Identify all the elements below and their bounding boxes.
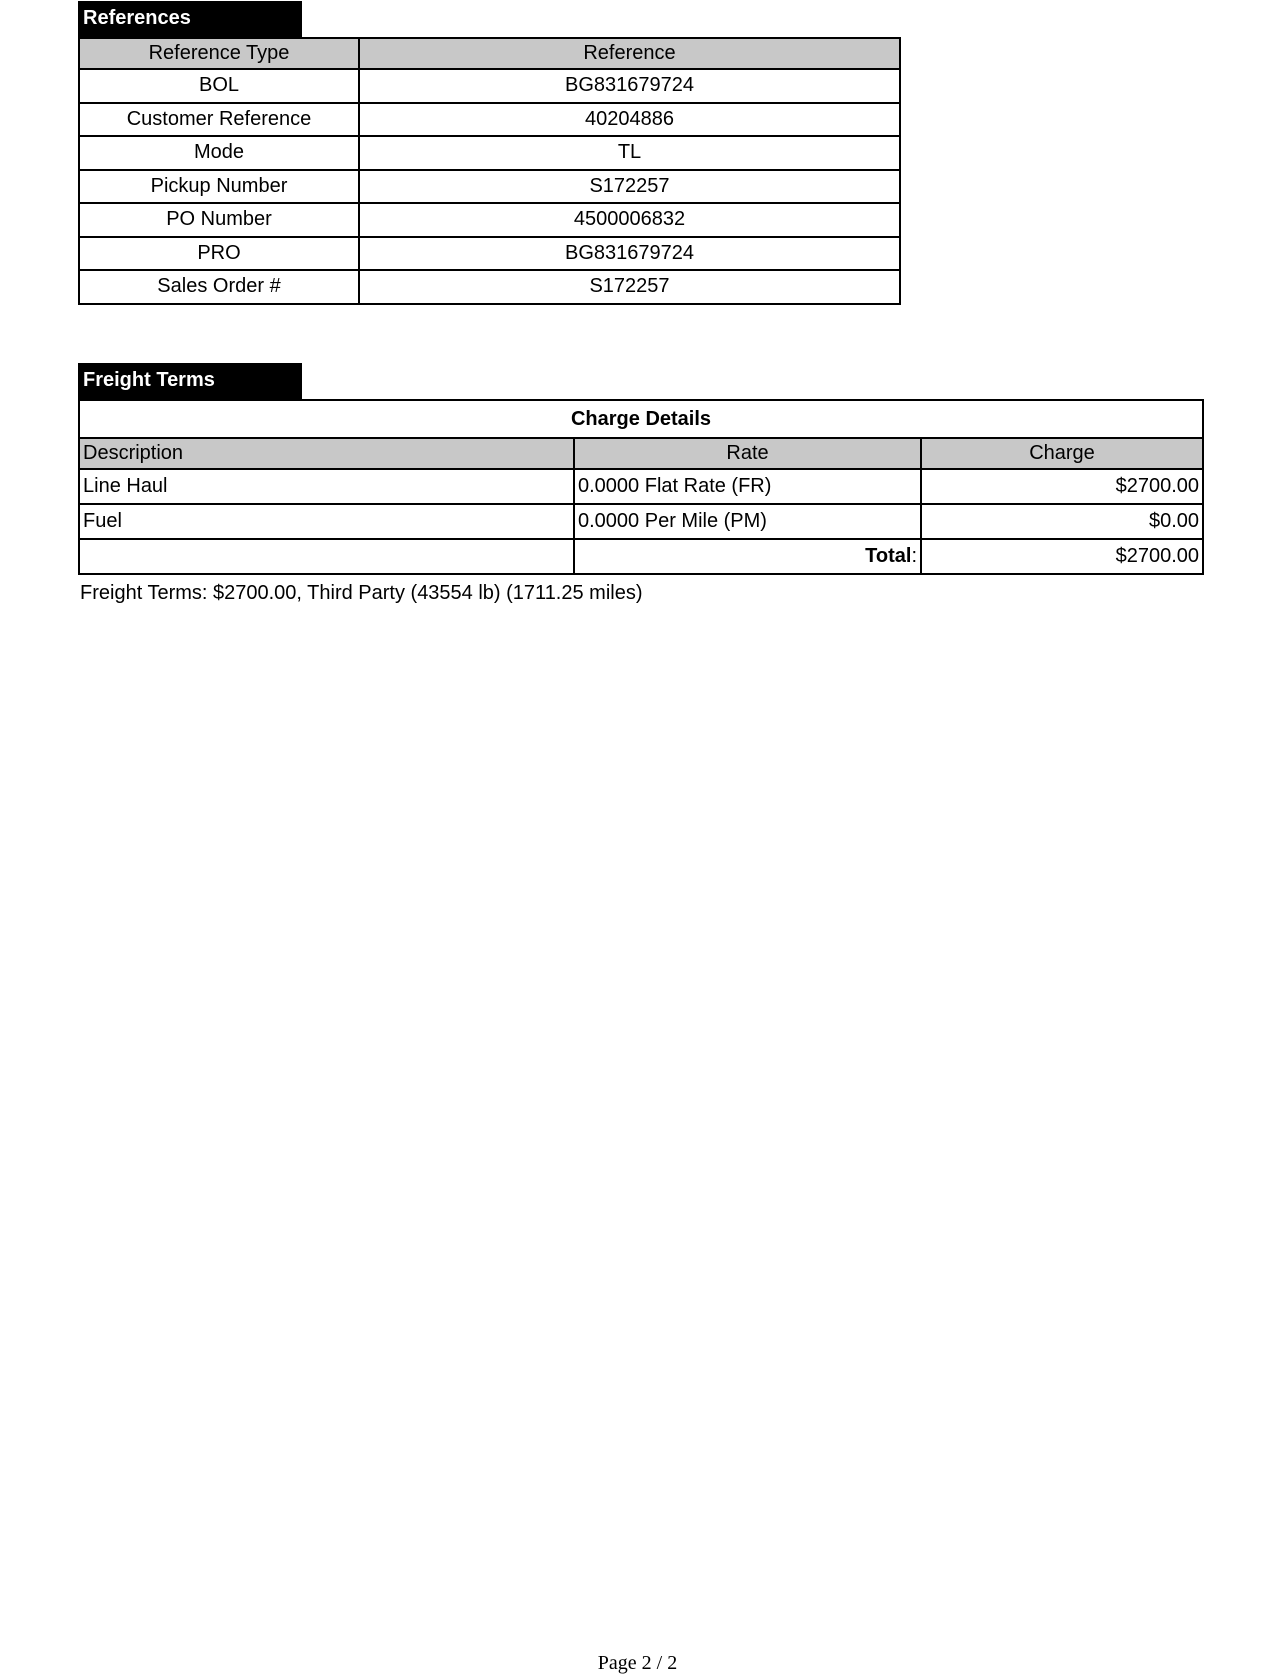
reference-type: PO Number xyxy=(79,203,359,237)
header-rate: Rate xyxy=(574,438,921,469)
header-reference-type: Reference Type xyxy=(79,38,359,69)
reference-type: PRO xyxy=(79,237,359,271)
total-empty-cell xyxy=(79,539,574,574)
reference-value: TL xyxy=(359,136,900,170)
charge-amount: $0.00 xyxy=(921,504,1203,539)
total-label-cell xyxy=(574,539,921,574)
header-charge: Charge xyxy=(921,438,1203,469)
total-row xyxy=(79,539,1203,574)
table-row xyxy=(79,203,900,237)
table-row xyxy=(79,237,900,271)
reference-type: Sales Order # xyxy=(79,270,359,304)
reference-type: BOL xyxy=(79,69,359,103)
charge-rate: 0.0000 Per Mile (PM) xyxy=(574,504,921,539)
total-value: $2700.00 xyxy=(921,539,1203,574)
reference-value: 40204886 xyxy=(359,103,900,137)
references-header-row xyxy=(79,38,900,69)
reference-value: 4500006832 xyxy=(359,203,900,237)
reference-type: Mode xyxy=(79,136,359,170)
header-reference: Reference xyxy=(359,38,900,69)
charge-description: Fuel xyxy=(79,504,574,539)
references-section-title: References xyxy=(78,1,302,37)
reference-value: S172257 xyxy=(359,170,900,204)
table-row xyxy=(79,504,1203,539)
charge-details-title: Charge Details xyxy=(79,400,1203,438)
page-number: Page 2 / 2 xyxy=(597,1652,678,1674)
charge-details-table xyxy=(78,399,1204,575)
charge-details-title-row xyxy=(79,400,1203,438)
freight-terms-summary: Freight Terms: $2700.00, Third Party (43554 lb) (1711.25 miles) xyxy=(80,582,643,604)
table-row xyxy=(79,270,900,304)
references-table xyxy=(78,37,901,305)
header-description: Description xyxy=(79,438,574,469)
charge-rate: 0.0000 Flat Rate (FR) xyxy=(574,469,921,504)
table-row xyxy=(79,170,900,204)
reference-type: Pickup Number xyxy=(79,170,359,204)
total-colon: : xyxy=(911,545,917,567)
charge-amount: $2700.00 xyxy=(921,469,1203,504)
freight-terms-section-title: Freight Terms xyxy=(78,363,302,399)
charge-header-row xyxy=(79,438,1203,469)
reference-type: Customer Reference xyxy=(79,103,359,137)
table-row xyxy=(79,136,900,170)
reference-value: S172257 xyxy=(359,270,900,304)
reference-value: BG831679724 xyxy=(359,69,900,103)
table-row xyxy=(79,69,900,103)
table-row xyxy=(79,103,900,137)
reference-value: BG831679724 xyxy=(359,237,900,271)
total-label: Total xyxy=(865,545,912,567)
charge-description: Line Haul xyxy=(79,469,574,504)
table-row xyxy=(79,469,1203,504)
